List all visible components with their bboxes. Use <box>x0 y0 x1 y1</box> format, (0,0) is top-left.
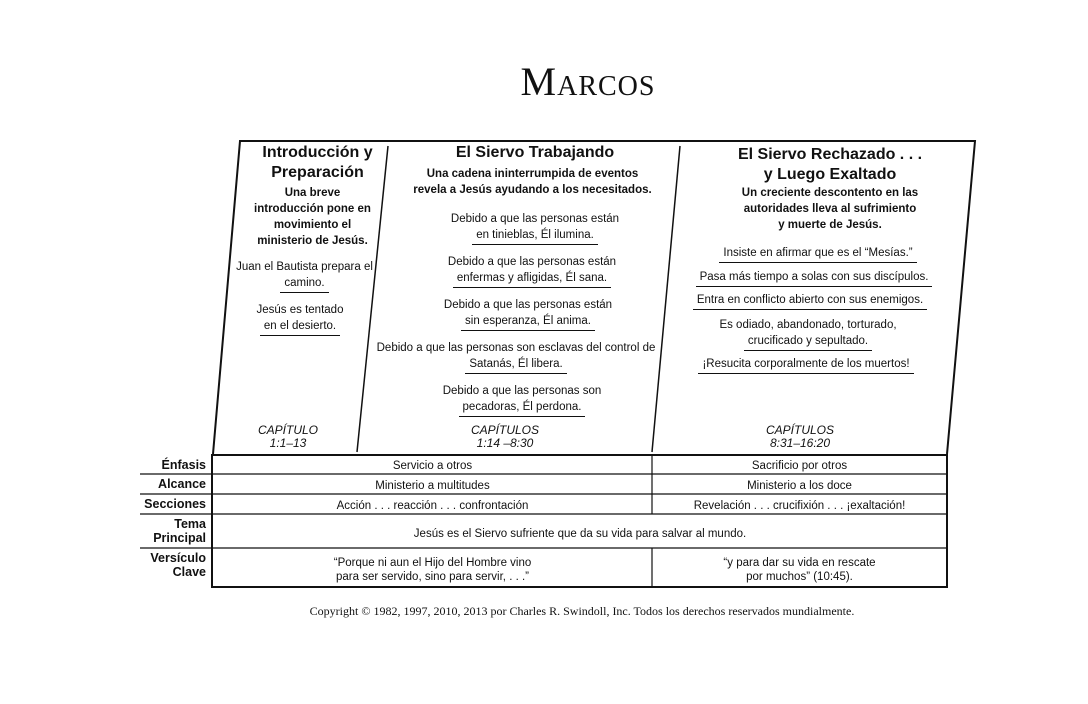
cell-enfasis-left <box>213 459 652 473</box>
col1-subtitle-line: Una breve <box>284 187 341 199</box>
col3-chapter-label: CAPÍTULOS <box>765 423 834 437</box>
col2-subtitle-line: revela a Jesús ayudando a los necesitados. <box>413 184 652 196</box>
cell-line: Sacrificio por otros <box>751 460 848 472</box>
col2-item <box>395 211 675 245</box>
col2-item-line: Debido a que las personas están <box>450 213 620 225</box>
col1-item <box>230 302 370 336</box>
row-label-line: Clave <box>172 565 206 579</box>
cell-alcance-left <box>213 479 652 493</box>
col1-item-line: Juan el Bautista prepara el <box>236 261 373 273</box>
col2-subtitle <box>385 166 680 198</box>
col1-item-line: camino. <box>280 275 328 293</box>
cell-line: Acción . . . reacción . . . confrontación <box>336 500 529 512</box>
col2-subtitle-line: Una cadena ininterrumpida de eventos <box>426 168 639 180</box>
cell-line: por muchos” (10:45). <box>746 571 853 583</box>
row-label-line: Principal <box>153 531 206 545</box>
col1-chapter-label: CAPÍTULO <box>257 423 318 437</box>
col3-item-line: Entra en conflicto abierto con sus enemigos. <box>693 292 927 310</box>
cell-line: “Porque ni aun el Hijo del Hombre vino <box>333 557 532 569</box>
col2-item-line: en tinieblas, Él ilumina. <box>472 227 598 245</box>
col2-heading-line: El Siervo Trabajando <box>455 144 615 161</box>
row-label-line: Alcance <box>158 477 206 491</box>
row-label-secciones <box>100 497 206 511</box>
col3-item <box>660 292 960 310</box>
row-label-line: Tema <box>174 517 206 531</box>
cell-enfasis-right <box>652 459 947 473</box>
col1-heading-line: Preparación <box>271 164 364 181</box>
col2-item <box>382 383 662 417</box>
col3-item-line: crucificado y sepultado. <box>744 333 872 351</box>
col1-item-line: en el desierto. <box>260 318 340 336</box>
page-title: Marcos <box>520 59 656 104</box>
col1-item <box>232 259 377 293</box>
col2-item-line: enfermas y afligidas, Él sana. <box>453 270 611 288</box>
cell-line: “y para dar su vida en rescate <box>723 557 876 569</box>
col2-item <box>368 340 664 374</box>
col1-subtitle-line: movimiento el <box>273 219 352 231</box>
cell-secciones-right <box>652 499 947 513</box>
col3-subtitle-line: autoridades lleva al sufrimiento <box>743 203 917 215</box>
row-label-enfasis <box>100 458 206 472</box>
col3-subtitle-line: Un creciente descontento en las <box>741 187 919 199</box>
cell-tema-full <box>213 527 947 541</box>
col3-chapter <box>740 424 860 450</box>
col1-chapter-range: 1:1–13 <box>269 436 307 450</box>
col3-item-line: Es odiado, abandonado, torturado, <box>719 319 897 331</box>
col2-item-line: Debido a que las personas están <box>443 299 613 311</box>
row-label-versiculo <box>100 551 206 579</box>
cell-line: Revelación . . . crucifixión . . . ¡exaltación! <box>693 500 906 512</box>
col1-chapter <box>238 424 338 450</box>
row-label-line: Versículo <box>150 551 206 565</box>
col2-chapter-range: 1:14 –8:30 <box>476 436 534 450</box>
col1-subtitle <box>245 185 380 249</box>
col3-item <box>668 245 968 263</box>
col3-item <box>664 269 964 287</box>
col3-heading <box>680 145 980 185</box>
col3-item-line: Pasa más tiempo a solas con sus discípulos. <box>696 269 933 287</box>
col3-heading-line: y Luego Exaltado <box>763 166 897 183</box>
col3-item <box>656 356 956 374</box>
col1-item-line: Jesús es tentado <box>256 304 344 316</box>
col1-heading-line: Introducción y <box>262 144 373 161</box>
row-label-line: Énfasis <box>161 458 206 472</box>
cell-line: Ministerio a multitudes <box>375 480 490 492</box>
col3-chapter-range: 8:31–16:20 <box>769 436 831 450</box>
cell-versiculo-right <box>652 556 947 584</box>
col2-item-line: Debido a que las personas están <box>447 256 617 268</box>
cell-line: Jesús es el Siervo sufriente que da su vida para salvar al mundo. <box>413 528 747 540</box>
cell-secciones-left <box>213 499 652 513</box>
col1-subtitle-line: ministerio de Jesús. <box>257 235 368 247</box>
col3-item-line: Insiste en afirmar que es el “Mesías.” <box>719 245 916 263</box>
col3-item <box>658 317 958 351</box>
col2-item-line: pecadoras, Él perdona. <box>459 399 586 417</box>
col2-item <box>388 297 668 331</box>
col3-heading-line: El Siervo Rechazado . . . <box>737 146 923 163</box>
col2-chapter-label: CAPÍTULOS <box>470 423 539 437</box>
col2-item <box>392 254 672 288</box>
col2-item-line: Satanás, Él libera. <box>465 356 566 374</box>
col2-chapter <box>440 424 570 450</box>
cell-line: para ser servido, sino para servir, . . .” <box>335 571 530 583</box>
row-label-alcance <box>100 477 206 491</box>
col3-item-line: ¡Resucita corporalmente de los muertos! <box>698 356 913 374</box>
row-label-tema <box>100 517 206 545</box>
col2-item-line: Debido a que las personas son <box>442 385 602 397</box>
col2-item-line: sin esperanza, Él anima. <box>461 313 595 331</box>
cell-line: Ministerio a los doce <box>747 480 852 492</box>
col2-heading <box>385 143 685 163</box>
col3-subtitle-line: y muerte de Jesús. <box>778 219 882 231</box>
cell-versiculo-left <box>213 556 652 584</box>
row-label-line: Secciones <box>144 497 206 511</box>
copyright-notice: Copyright © 1982, 1997, 2010, 2013 por Charles R. Swindoll, Inc. Todos los derechos reservados mundialmente. <box>309 604 855 618</box>
col1-heading <box>245 143 390 183</box>
cell-alcance-right <box>652 479 947 493</box>
col1-subtitle-line: introducción pone en <box>254 203 371 215</box>
col2-item-line: Debido a que las personas son esclavas del control de <box>376 342 656 354</box>
col3-subtitle <box>680 185 980 233</box>
cell-line: Servicio a otros <box>392 460 473 472</box>
